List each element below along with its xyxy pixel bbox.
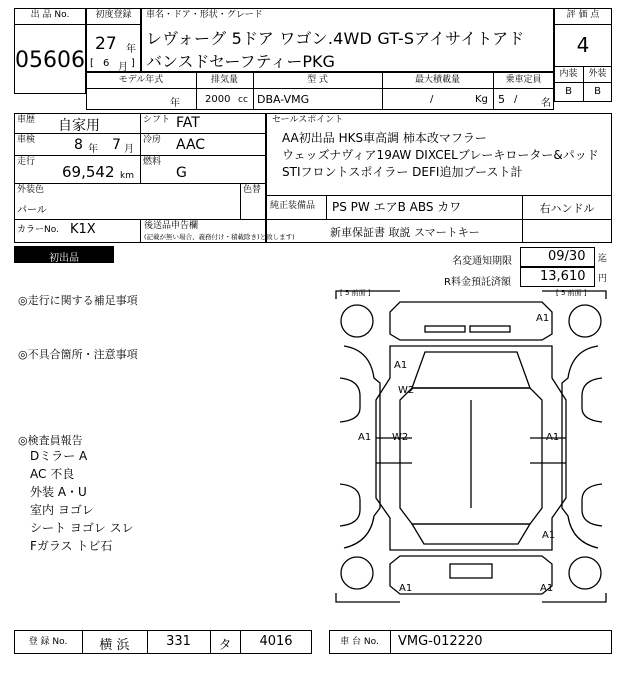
equipment-label: 純正装備品: [270, 201, 316, 211]
inspector-item-1: Dミラー A: [30, 449, 88, 463]
inspection-year-unit: 年: [88, 144, 98, 155]
first-reg-month: 6: [103, 58, 110, 69]
first-reg-year: 27: [95, 34, 117, 54]
sales-point-3: STIフロントスポイラー DEFI追加ブースト計: [282, 165, 523, 179]
first-reg-month-unit: 月: [118, 62, 128, 73]
fuel-label: 燃料: [143, 157, 162, 167]
front-bumper-outline: [390, 302, 552, 340]
vehicle-name-line2: バンスドセーフティーPKG: [146, 52, 335, 71]
wheel-rear-left: [341, 557, 373, 589]
inspector-item-2: AC 不良: [30, 467, 75, 481]
vehicle-label: 車名・ドア・形状・グレード: [146, 10, 263, 20]
recycle-label: R料金預託済額: [444, 277, 511, 288]
reg-class: 331: [166, 634, 191, 649]
left-side-arch-rear: [340, 484, 360, 526]
windshield: [412, 352, 530, 388]
bracket-right-label: [ 5 前面 ]: [556, 289, 587, 297]
mileage-value: 69,542: [62, 163, 115, 181]
interior-grade: B: [565, 86, 572, 97]
model-year-unit: 年: [170, 98, 180, 109]
damage-mark-rear-right: A1: [540, 583, 554, 594]
color-change-label: 色替: [243, 185, 262, 195]
shift-label: シフト: [143, 115, 171, 125]
damage-mark-windshield: W2: [392, 432, 409, 443]
left-side-profile: [344, 346, 380, 548]
name-change-unit: 迄: [598, 254, 608, 264]
capacity-value: 5: [498, 93, 505, 106]
displacement-unit: cc: [238, 95, 248, 105]
car-damage-diagram: [330, 288, 612, 606]
first-reg-month-open: [: [90, 58, 94, 69]
ac-label: 冷房: [143, 135, 162, 145]
docs-label: 後送品申告欄: [144, 221, 199, 231]
bracket-bottom-left: [336, 593, 400, 602]
max-load-unit: Kg: [475, 94, 488, 105]
left-side-arch-front: [340, 378, 360, 422]
steering-value: 右ハンドル: [539, 202, 595, 215]
damage-mark-right-side: A1: [546, 432, 560, 443]
exterior-grade: B: [594, 86, 601, 97]
sales-points-label: セールスポイント: [272, 115, 344, 125]
first-reg-month-close: ]: [131, 58, 135, 69]
lot-label: 出 品 No.: [30, 10, 70, 20]
first-listing-badge-text: 初出品: [49, 253, 79, 264]
inspection-year: 8: [74, 137, 83, 153]
damage-mark-left-side: A1: [358, 432, 372, 443]
inspector-item-4: 室内 ヨゴレ: [30, 503, 94, 517]
reg-number: 4016: [259, 634, 293, 649]
usage-value: 自家用: [58, 118, 100, 134]
score-value: 4: [576, 33, 590, 57]
max-load-slash: /: [430, 94, 434, 105]
first-reg-year-unit: 年: [126, 44, 136, 55]
rear-window: [412, 524, 530, 544]
color-no-label: カラーNo.: [17, 225, 59, 235]
chassis-number: VMG-012220: [398, 634, 483, 649]
driving-remarks-title: ◎走行に関する補足事項: [18, 294, 138, 307]
max-load-label: 最大積載量: [414, 75, 460, 85]
displacement-value: 2000: [205, 94, 231, 105]
usage-label: 車歴: [17, 115, 36, 125]
score-label: 評 価 点: [566, 10, 600, 20]
defects-title: ◎不具合箇所・注意事項: [18, 348, 138, 361]
damage-mark-windshield-upper: W2: [398, 385, 415, 396]
model-year-label: モデル年式: [118, 75, 164, 85]
inspector-item-5: シート ヨゴレ スレ: [30, 521, 134, 535]
displacement-label: 排気量: [210, 75, 238, 85]
mileage-label: 走行: [17, 157, 36, 167]
damage-mark-front-bumper: A1: [536, 313, 550, 324]
reg-kana: タ: [218, 638, 232, 653]
exterior-label: 外装: [588, 69, 607, 79]
inspector-item-6: Fガラス トビ石: [30, 539, 113, 553]
wheel-front-left: [341, 305, 373, 337]
inspection-label: 車検: [17, 135, 36, 145]
wheel-rear-right: [569, 557, 601, 589]
inspection-month-unit: 月: [124, 144, 134, 155]
interior-label: 内装: [559, 69, 578, 79]
right-side-arch-front: [582, 378, 602, 422]
right-side-profile: [562, 346, 598, 548]
capacity-slash: /: [514, 94, 518, 105]
sales-point-1: AA初出品 HKS車高調 柿本改マフラー: [282, 131, 487, 145]
name-change-value: 09/30: [548, 249, 586, 264]
damage-mark-front-left: A1: [394, 360, 408, 371]
front-plate-slot: [425, 326, 465, 332]
ac-value: AAC: [176, 137, 206, 153]
reg-place: 横 浜: [99, 638, 130, 653]
inspector-item-3: 外装 A・U: [30, 485, 87, 499]
bracket-bottom-right: [542, 593, 606, 602]
equipment-value: PS PW エアB ABS カワ: [332, 200, 462, 214]
color-no-value: K1X: [70, 222, 96, 237]
rear-plate-slot: [450, 564, 492, 578]
inspector-title: ◎検査員報告: [18, 434, 83, 447]
damage-mark-right-rear: A1: [542, 530, 556, 541]
rear-bumper-outline: [390, 556, 552, 594]
shift-value: FAT: [176, 115, 200, 131]
wheel-front-right: [569, 305, 601, 337]
recycle-value: 13,610: [540, 269, 586, 284]
capacity-label: 乗車定員: [505, 75, 542, 85]
right-side-arch-rear: [582, 484, 602, 526]
inspection-month: 7: [112, 137, 121, 153]
capacity-unit: 名: [541, 98, 551, 109]
type-label: 型 式: [307, 75, 328, 85]
vehicle-name-line1: レヴォーグ 5ドア ワゴン.4WD GT-Sアイサイトアド: [146, 29, 525, 48]
name-change-label: 名変通知期限: [452, 256, 512, 267]
ext-color-value: パール: [17, 205, 47, 216]
lot-number: 05606: [15, 48, 85, 73]
type-value: DBA-VMG: [257, 93, 310, 106]
fuel-value: G: [176, 165, 187, 181]
first-reg-label: 初度登録: [95, 10, 132, 20]
ext-color-label: 外装色: [17, 185, 45, 195]
front-plate-slot-2: [470, 326, 510, 332]
reg-label: 登 録 No.: [28, 637, 68, 647]
sales-point-2: ウェッズナヴィア19AW DIXCELブレーキローター&パッド: [282, 148, 599, 162]
bracket-left-label: [ 5 前面 ]: [340, 289, 371, 297]
docs-items: 新車保証書 取説 スマートキー: [330, 226, 480, 239]
docs-note: (記載が無い場合、義務付け・積載除き)と致します): [144, 233, 295, 241]
mileage-unit: km: [120, 171, 134, 181]
recycle-unit: 円: [598, 274, 608, 284]
damage-mark-rear-left: A1: [399, 583, 413, 594]
chassis-label: 車 台 No.: [340, 637, 379, 647]
